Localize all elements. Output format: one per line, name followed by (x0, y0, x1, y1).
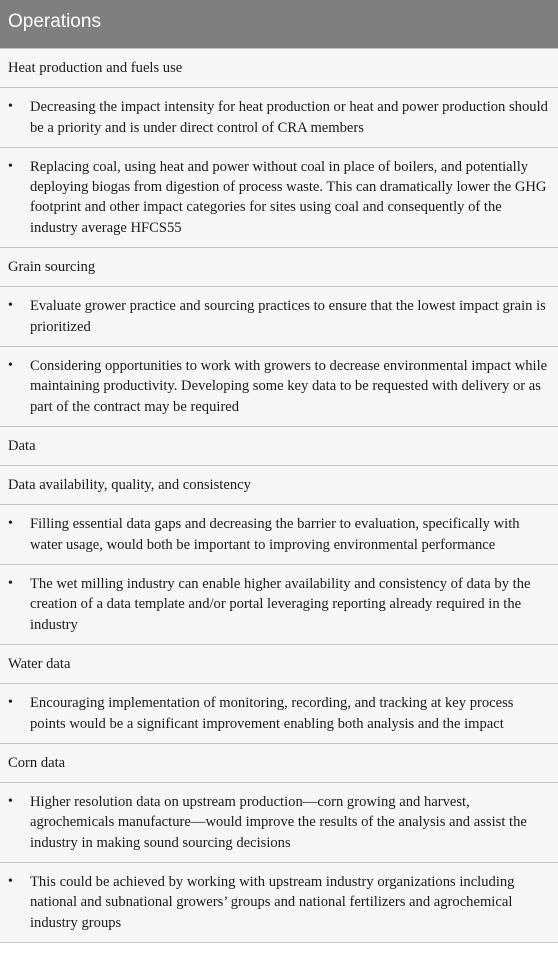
bullet-icon: • (8, 99, 13, 115)
section-heading: Data (0, 426, 558, 465)
bullet-item (0, 147, 558, 247)
bullet-text: Encouraging implementation of monitoring, recording, and tracking at key process points would be a significant improvement enabling both analysis and the impact (30, 695, 514, 732)
bullet-item (0, 782, 558, 862)
bullet-icon: • (8, 695, 13, 711)
section-heading: Corn data (0, 743, 558, 782)
bullet-text: Higher resolution data on upstream production—corn growing and harvest, agrochemicals manufacture—would improve the results of the analysis and assist the industry in making sound sourcing decisions (30, 794, 527, 851)
section-heading: Heat production and fuels use (0, 48, 558, 87)
table-header: Operations (0, 0, 558, 48)
bullet-text: The wet milling industry can enable higher availability and consistency of data by the creation of a data template and/or portal leveraging reporting already required in the industry (30, 576, 531, 633)
bullet-icon: • (8, 516, 13, 532)
bullet-icon: • (8, 874, 13, 890)
bullet-icon: • (8, 576, 13, 592)
bullet-text: Decreasing the impact intensity for heat production or heat and power production should be a priority and is under direct control of CRA members (30, 99, 548, 136)
bullet-text: This could be achieved by working with upstream industry organizations including national and subnational growers’ groups and national fertilizers and agrochemical industry groups (30, 874, 515, 931)
bullet-icon: • (8, 357, 13, 373)
bullet-item (0, 504, 558, 564)
bullet-item (0, 862, 558, 943)
section-heading: Grain sourcing (0, 247, 558, 286)
bullet-text: Evaluate grower practice and sourcing practices to ensure that the lowest impact grain is prioritized (30, 298, 546, 335)
bullet-item (0, 683, 558, 743)
bullet-item (0, 286, 558, 346)
table-body (0, 48, 558, 943)
section-heading: Data availability, quality, and consistency (0, 465, 558, 504)
bullet-item (0, 346, 558, 426)
bullet-icon: • (8, 298, 13, 314)
bullet-text: Filling essential data gaps and decreasing the barrier to evaluation, specifically with water usage, would both be important to improving environmental performance (30, 516, 520, 553)
bullet-text: Considering opportunities to work with growers to decrease environmental impact while maintaining productivity. Developing some key data to be requested with delivery or as part of the contract may be required (30, 357, 548, 415)
bullet-text: Replacing coal, using heat and power without coal in place of boilers, and potentially deploying biogas from digestion of process waste. This can dramatically lower the GHG footprint and other impact categories for sites using coal and consequently of the industry average HFCS55 (30, 158, 547, 236)
bullet-item (0, 564, 558, 644)
section-heading: Water data (0, 644, 558, 683)
bullet-item (0, 87, 558, 147)
bullet-icon: • (8, 794, 13, 810)
bullet-icon: • (8, 158, 13, 174)
